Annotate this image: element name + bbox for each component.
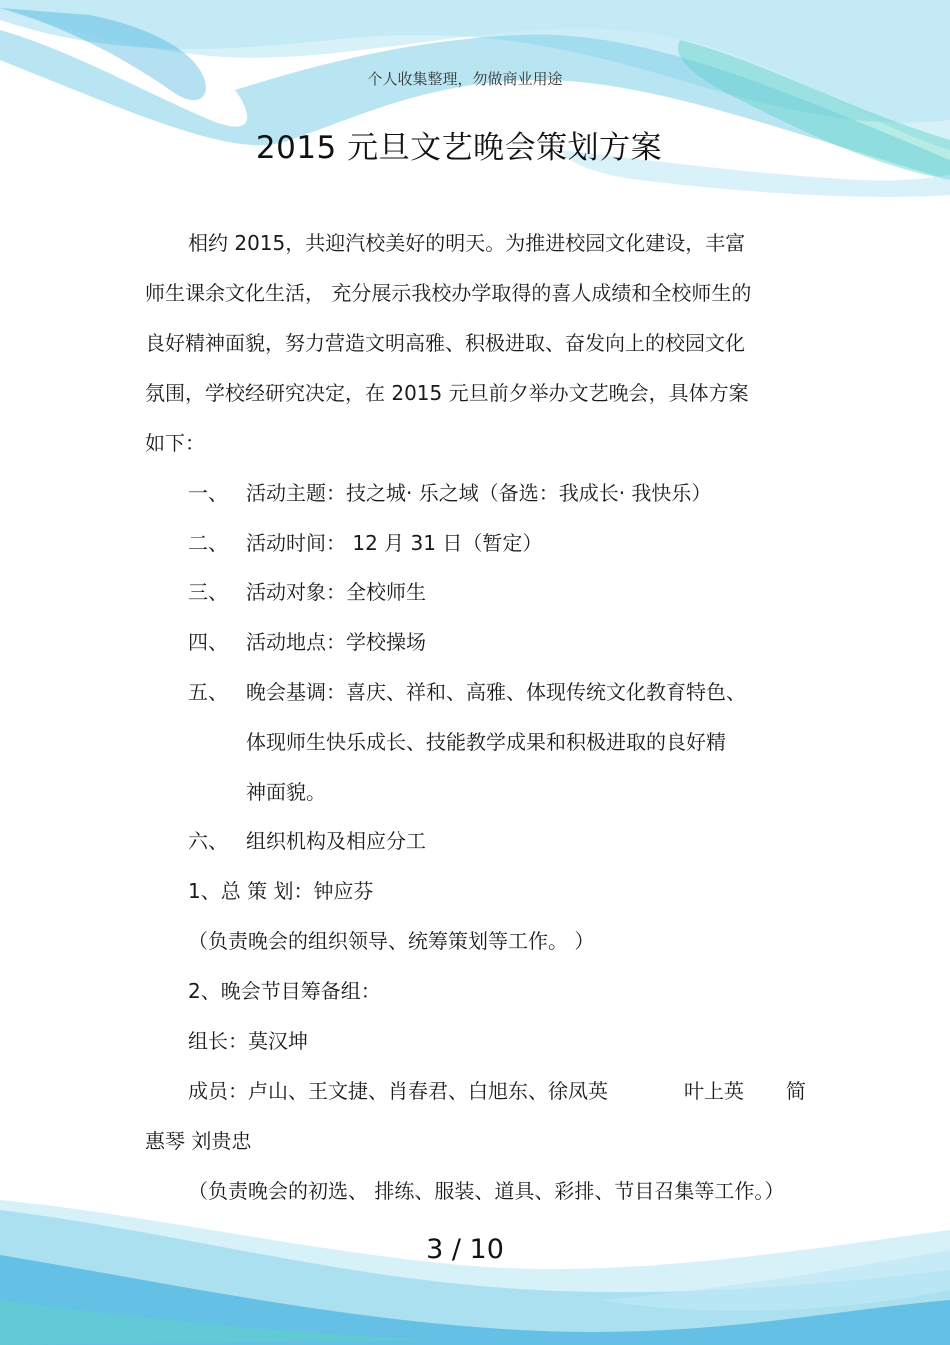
item-text: 活动对象：全校师生: [246, 580, 426, 604]
document-title: 2015 元旦文艺晚会策划方案: [255, 130, 663, 166]
intro-line: 相约 2015，共迎汽校美好的明天。为推进校园文化建设，丰富: [188, 231, 746, 255]
item-number: 五、: [188, 680, 228, 704]
item-text: 晚会基调：喜庆、祥和、高雅、体现传统文化教育特色、: [246, 680, 746, 704]
item-number: 二、: [188, 531, 228, 555]
item-number: 四、: [188, 630, 228, 654]
item-text: 活动主题：技之城· 乐之域（备选：我成长· 我快乐）: [246, 481, 712, 505]
group-members-extra: 叶上英: [684, 1079, 744, 1103]
intro-line: 师生课余文化生活， 充分展示我校办学取得的喜人成绩和全校师生的: [145, 281, 752, 305]
subsection-heading: 1、总 策 划：钟应芬: [188, 879, 374, 903]
item-text: 活动地点：学校操场: [246, 630, 426, 654]
group-leader: 组长：莫汉坤: [188, 1029, 308, 1053]
subsection-note: （负责晚会的组织领导、统筹策划等工作。 ）: [188, 929, 595, 953]
item-text: 组织机构及相应分工: [246, 829, 426, 853]
item-text-continued: 体现师生快乐成长、技能教学成果和积极进取的良好精: [246, 730, 726, 754]
group-members: 成员：卢山、王文捷、肖春君、白旭东、徐凤英: [188, 1079, 608, 1103]
group-members-continued: 惠琴 刘贵忠: [145, 1129, 252, 1153]
item-number: 一、: [188, 481, 228, 505]
item-number: 六、: [188, 829, 228, 853]
item-text-continued: 神面貌。: [246, 780, 326, 804]
page-number: 3 / 10: [426, 1234, 504, 1265]
intro-line: 氛围，学校经研究决定，在 2015 元旦前夕举办文艺晚会，具体方案: [145, 381, 749, 405]
header-note: 个人收集整理，勿做商业用途: [367, 70, 563, 88]
subsection-note: （负责晚会的初选、 排练、服装、道具、彩排、节目召集等工作。）: [188, 1179, 785, 1203]
intro-line: 良好精神面貌，努力营造文明高雅、积极进取、奋发向上的校园文化: [145, 331, 745, 355]
item-text: 活动时间： 12 月 31 日（暂定）: [246, 531, 543, 555]
item-number: 三、: [188, 580, 228, 604]
subsection-heading: 2、晚会节目筹备组：: [188, 979, 381, 1003]
intro-line: 如下：: [145, 431, 205, 455]
group-members-extra: 简: [786, 1079, 806, 1103]
